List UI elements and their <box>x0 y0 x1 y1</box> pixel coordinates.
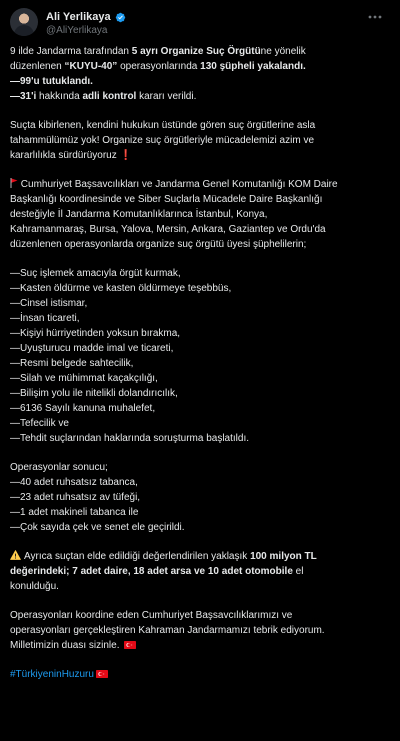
text-line: Milletimizin duası sizinle. <box>10 638 390 653</box>
text-line: konulduğu. <box>10 581 59 592</box>
list-item: —Resmi belgede sahtecilik, <box>10 358 134 369</box>
list-item: —1 adet makineli tabanca ile <box>10 507 139 518</box>
list-item: —İnsan ticareti, <box>10 313 80 324</box>
list-item: —40 adet ruhsatsız tabanca, <box>10 477 138 488</box>
list-item: —Uyuşturucu madde imal ve ticareti, <box>10 343 174 354</box>
display-name[interactable]: Ali Yerlikaya <box>46 11 111 23</box>
list-item: —Cinsel istismar, <box>10 298 88 309</box>
list-item: —Kişiyi hürriyetinden yoksun bırakma, <box>10 328 181 339</box>
text-line: Başkanlığı koordinesinde ve Siber Suçlarla Mücadele Daire Başkanlığı <box>10 194 323 205</box>
user-handle[interactable]: @AliYerlikaya <box>46 25 108 36</box>
text-line: desteğiyle İl Jandarma Komutanlıklarınca İstanbul, Konya, <box>10 209 268 220</box>
text-line: Suçta kibirlenen, kendini hukukun üstünde gören suç örgütlerine asla <box>10 120 316 131</box>
list-item: —Tehdit suçlarından haklarında soruşturma başlatıldı. <box>10 433 250 444</box>
warning-icon <box>10 550 21 560</box>
text-line: değerindeki; 7 adet daire, 18 adet arsa ve 10 adet otomobile el <box>10 566 304 577</box>
text-line <box>10 667 390 682</box>
list-item: —Tefecilik ve <box>10 418 69 429</box>
tweet-text <box>10 44 390 682</box>
turkey-flag-icon <box>96 670 108 678</box>
tweet-header <box>10 8 390 38</box>
hashtag-link[interactable]: #TürkiyeninHuzuru <box>10 669 94 680</box>
list-item: —23 adet ruhsatsız av tüfeği, <box>10 492 141 503</box>
red-flag-icon <box>10 178 18 188</box>
text-line: —31'i hakkında adli kontrol kararı verildi. <box>10 91 197 102</box>
avatar[interactable] <box>10 8 38 36</box>
text-line: kararlılıkla sürdürüyoruz ❗ <box>10 150 132 161</box>
list-item: —Bilişim yolu ile nitelikli dolandırıcılık, <box>10 388 178 399</box>
more-dots-icon <box>368 15 382 19</box>
turkey-flag-icon <box>124 641 136 649</box>
text-line: Cumhuriyet Başsavcılıkları ve Jandarma Genel Komutanlığı KOM Daire <box>10 177 390 192</box>
list-item: —Çok sayıda çek ve senet ele geçirildi. <box>10 522 185 533</box>
text-line: Kahramanmaraş, Bursa, Yalova, Mersin, Ankara, Gaziantep ve Ordu'da <box>10 224 326 235</box>
list-item: —Kasten öldürme ve kasten öldürmeye teşebbüs, <box>10 283 232 294</box>
text-line: Operasyonları koordine eden Cumhuriyet Başsavcılıklarımızı ve <box>10 610 293 621</box>
text-line: —99'u tutuklandı. <box>10 76 93 87</box>
verified-badge-icon <box>115 12 126 23</box>
text-line: düzenlenen operasyonlarda organize suç örgütü üyesi şüphelilerin; <box>10 239 307 250</box>
text-line: Ayrıca suçtan elde edildiği değerlendirilen yaklaşık 100 milyon TL <box>10 549 390 564</box>
name-line <box>46 10 126 24</box>
text-line: 9 ilde Jandarma tarafından 5 ayrı Organize Suç Örgütüne yönelik <box>10 46 306 57</box>
text-line: tahammülümüz yok! Organize suç örgütleriyle mücadelemizi azim ve <box>10 135 315 146</box>
text-line: operasyonları gerçekleştiren Kahraman Jandarmamızı tebrik ediyorum. <box>10 625 325 636</box>
list-item: —Suç işlemek amacıyla örgüt kurmak, <box>10 268 181 279</box>
list-item: —Silah ve mühimmat kaçakçılığı, <box>10 373 158 384</box>
list-item: —6136 Sayılı kanuna muhalefet, <box>10 403 156 414</box>
exclamation-icon: ❗ <box>119 150 132 161</box>
more-options-button[interactable] <box>366 10 384 24</box>
results-title: Operasyonlar sonucu; <box>10 462 108 473</box>
text-line: düzenlenen “KUYU-40” operasyonlarında 130 şüpheli yakalandı. <box>10 61 306 72</box>
